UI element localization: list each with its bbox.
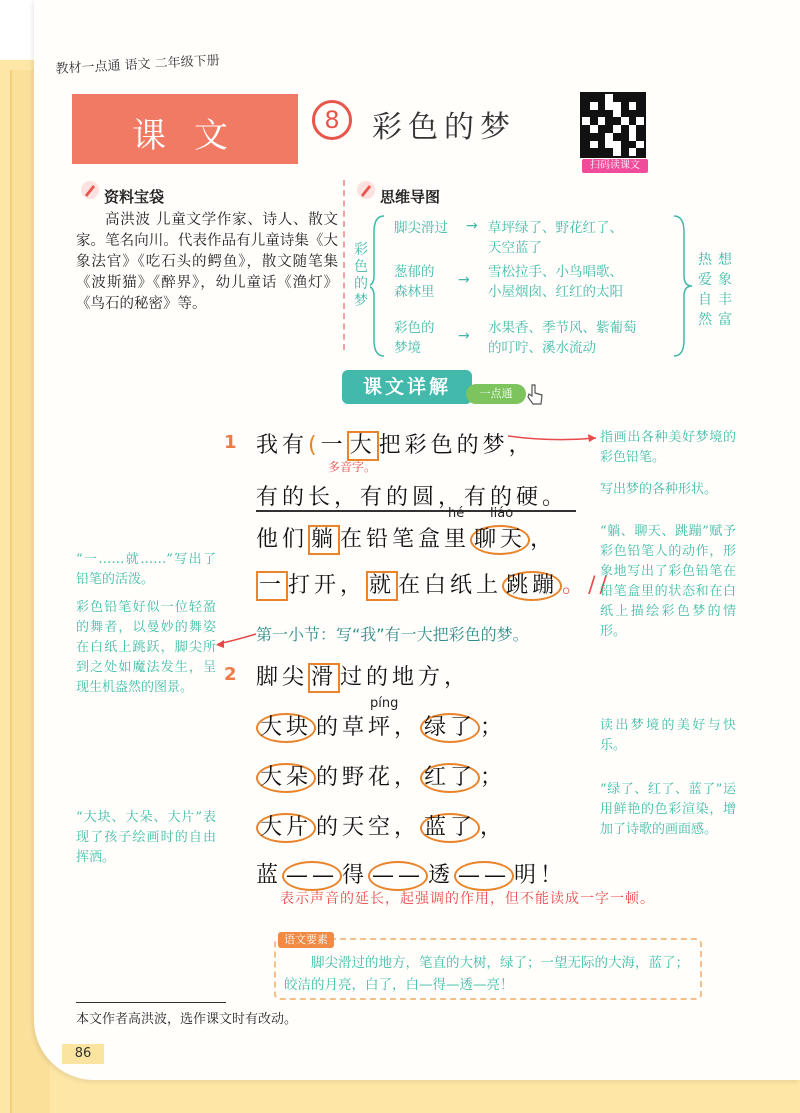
reference-text: 高洪波 儿童文学作家、诗人、散文家。笔名向川。代表作品有儿童诗集《大象法官》《吃石头的鳄鱼》，散文随笔集《波斯猫》《醉界》，幼儿童话《渔灯》《鸟石的秘密》等。 (76, 212, 338, 312)
pinyin: hé (448, 506, 465, 521)
side-note: “大块、大朵、大片”表现了孩子绘画时的自由挥洒。 (76, 810, 216, 865)
stanza1-line2: 有的长，有的圆，有的硬。 (256, 485, 569, 510)
mindmap-branch-1-right-1: 草坪绿了、野花红了、 (488, 220, 623, 236)
boxed-word: 滑 (308, 663, 340, 693)
circled-dash: —— (282, 861, 342, 891)
lesson-number: 8 (312, 100, 352, 140)
boxed-word: 大 (347, 431, 379, 461)
stanza1-summary: 第一小节：写“我”有一大把彩色的梦。 (256, 625, 529, 644)
polyphone-note: 多音字。 (328, 460, 377, 474)
mindmap-branch-3-left-2: 梦境 (394, 340, 421, 356)
boxed-word: 躺 (308, 525, 340, 555)
stanza1-line3: 他们 躺 在铅笔盒里 聊天 ， (256, 522, 556, 555)
section-title-box (72, 94, 298, 164)
mindmap-branch-2-left-1: 葱郁的 (394, 264, 435, 280)
circled-word: 跳蹦 (502, 571, 562, 601)
circled-word: 绿了 (420, 713, 480, 743)
annotation-arrow (212, 630, 258, 652)
side-note: 指画出各种美好梦境的彩色铅笔。 (600, 430, 736, 465)
circled-word: 大朵 (256, 763, 316, 793)
circled-dash: —— (454, 861, 514, 891)
annotation-arrow (506, 430, 602, 452)
mindmap-branch-1-left: 脚尖滑过 (394, 220, 448, 236)
language-element-tag: 语文要素 (278, 932, 334, 948)
side-note: “一……就……”写出了铅笔的活泼。 (76, 552, 216, 587)
arrow-right-icon: → (466, 218, 478, 234)
stanza2-line1: 脚尖 滑 过的地方， (256, 660, 470, 693)
stanza2-line5: 蓝 —— 得 —— 透 —— 明！ (256, 858, 566, 891)
page-number: 86 (62, 1044, 104, 1064)
footnote: 本文作者高洪波，选作课文时有改动。 (76, 1012, 298, 1027)
circled-word: 红了 (420, 763, 480, 793)
pointer-hand-icon (524, 382, 546, 408)
reference-title: 资料宝袋 (104, 188, 165, 206)
mindmap-branch-1-right-2: 天空蓝了 (488, 240, 542, 256)
mindmap-title: 思维导图 (380, 188, 441, 206)
stanza2-line4: 大片 的天空， 蓝了 ， (256, 810, 506, 843)
paragraph-number-1: 1 (224, 432, 237, 453)
running-header: 教材一点通 语文 二年级下册 (55, 53, 221, 77)
text: 把彩色的梦， (378, 433, 535, 458)
footnote-divider (76, 1002, 226, 1003)
boxed-word: 就 (366, 571, 398, 601)
circled-word: 大片 (256, 813, 316, 843)
side-note: 彩色铅笔好似一位轻盈的舞者，以曼妙的舞姿在白纸上跳跃，脚尖所到之处如魔法发生，呈现生机盎然的图景。 (76, 600, 216, 695)
pencil-icon (356, 180, 376, 200)
column-divider (343, 180, 345, 350)
mindmap-root: 彩色的梦 (354, 242, 368, 309)
mindmap-branch-2-left-2: 森林里 (394, 284, 435, 300)
side-note: 写出梦的各种形状。 (600, 482, 718, 497)
language-element-text: 脚尖滑过的地方，笔直的大树，绿了；一望无际的大海，蓝了；皎洁的月亮，白了，白—得—透—亮！ (284, 955, 689, 993)
boxed-word: 一 (256, 571, 288, 601)
text-explain-banner: 课文详解 (342, 370, 472, 404)
mindmap-branch-2-right-1: 雪松拉手、小鸟唱歌、 (488, 264, 623, 280)
mindmap-conclusion-col-2: 热爱自然 (698, 252, 712, 328)
dash-explanation-note: 表示声音的延长，起强调的作用，但不能读成一字一顿。 (280, 891, 655, 907)
qr-scan-label[interactable]: 扫码读课文 (582, 159, 648, 173)
mindmap-conclusion-col-1: 想象丰富 (718, 252, 732, 328)
text: 我有 (256, 433, 309, 458)
lesson-title: 彩色的梦 (372, 110, 516, 145)
paragraph-number-2: 2 (224, 664, 237, 685)
mindmap-branch-3-right-2: 的叮咛、溪水流动 (488, 340, 596, 356)
mindmap-branch-3-left-1: 彩色的 (394, 320, 435, 336)
circled-word: 大块 (256, 713, 316, 743)
qr-code-icon[interactable] (580, 92, 646, 158)
side-note: “躺、聊天、跳蹦”赋予彩色铅笔人的动作，形象地写出了彩色铅笔在铅笔盒里的状态和在白纸上描绘彩色梦的情形。 (600, 524, 736, 639)
mindmap-branch-3-right-1: 水果香、季节风、紫葡萄 (488, 320, 637, 336)
text: 一 (320, 433, 347, 458)
circled-dash: —— (368, 861, 428, 891)
section-title: 课文 (132, 116, 256, 156)
stanza2-line2: 大块 的草坪， 绿了 ； (256, 710, 506, 743)
mindmap-branch-2-right-2: 小屋烟囱、红红的太阳 (488, 284, 623, 300)
underline (256, 510, 576, 512)
pencil-icon (80, 180, 100, 200)
circled-word: 聊天 (470, 525, 530, 555)
arrow-right-icon: → (458, 328, 470, 344)
pinyin: píng (370, 696, 399, 711)
banner-tag: 一点通 (466, 384, 526, 404)
side-note: 读出梦境的美好与快乐。 (600, 718, 736, 753)
stanza1-line1: 我有(一 大 把彩色的梦， (256, 428, 535, 461)
arrow-right-icon: → (458, 272, 470, 288)
side-note: “绿了、红了、蓝了”运用鲜艳的色彩渲染，增加了诗歌的画面感。 (600, 782, 736, 837)
circled-word: 蓝了 (420, 813, 480, 843)
stanza1-line4: 一 打开， 就 在白纸上 跳蹦 。// (256, 568, 611, 601)
pinyin: liáo (490, 506, 514, 521)
stanza2-line3: 大朵 的野花， 红了 ； (256, 760, 506, 793)
